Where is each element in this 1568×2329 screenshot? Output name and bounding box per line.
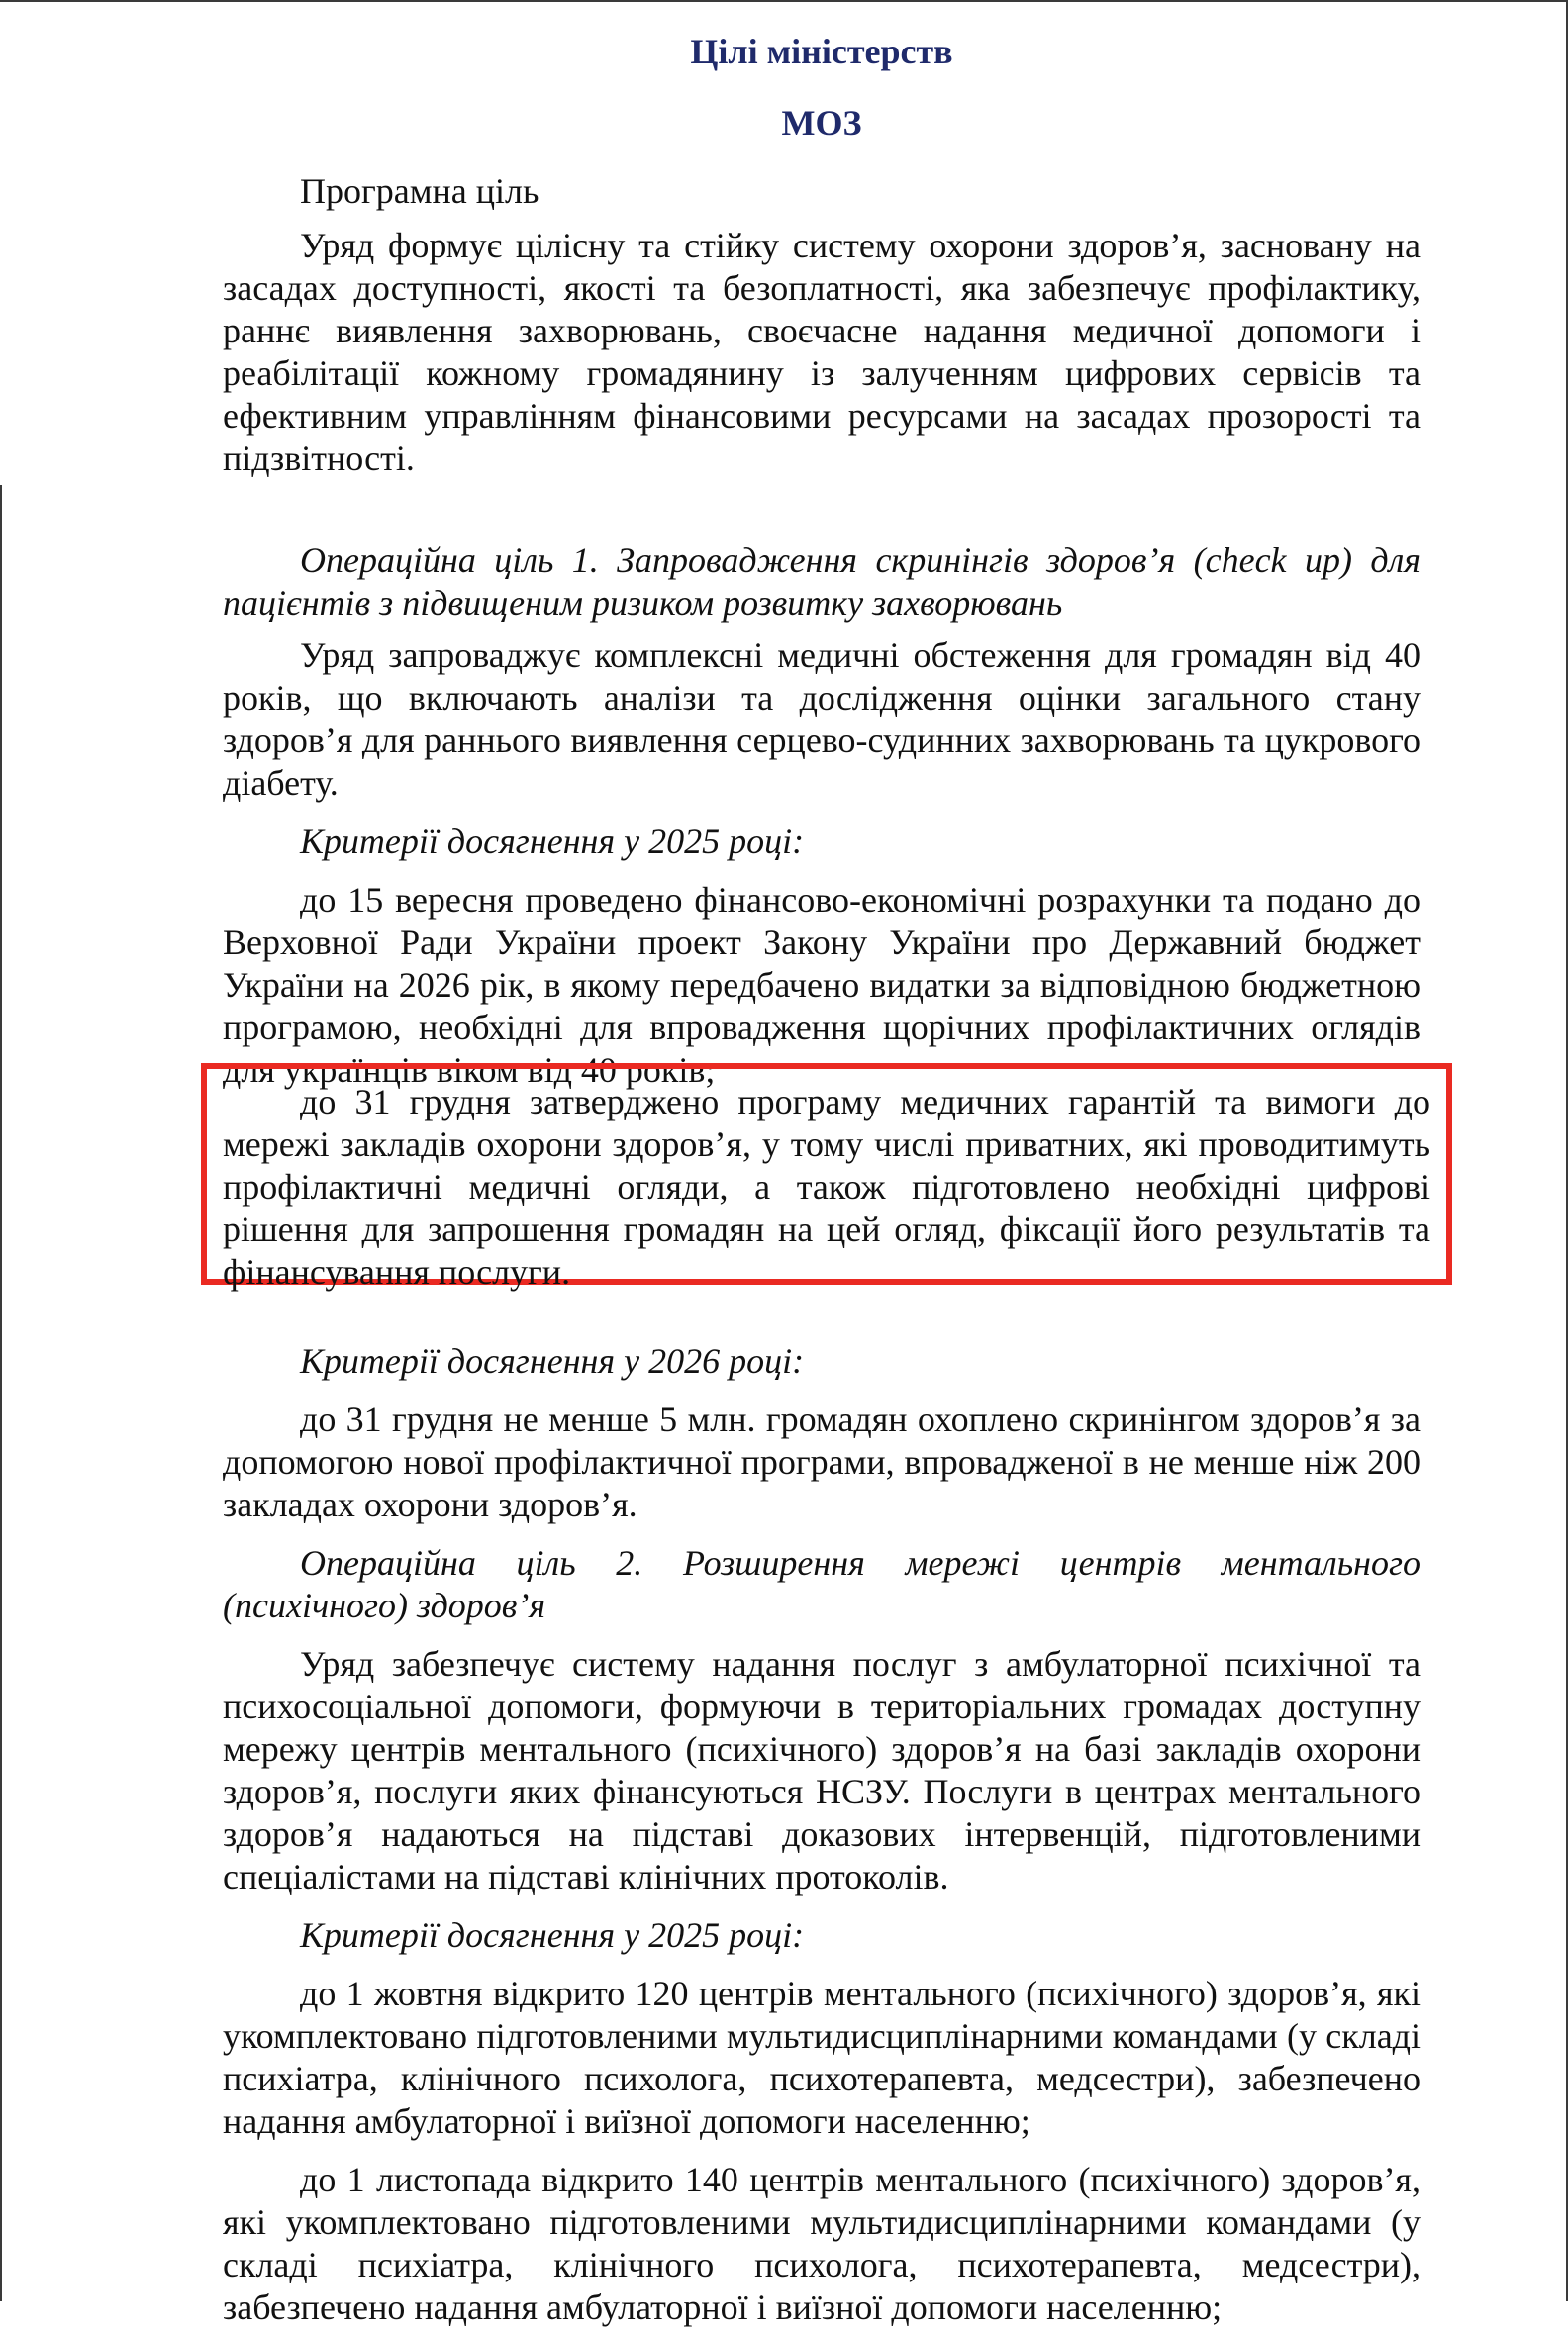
program-goal-label: Програмна ціль (300, 171, 539, 211)
page-border-left (0, 485, 2, 2301)
goal1-criteria-2025-label: Критерії досягнення у 2025 році: (300, 822, 805, 861)
highlight-box (201, 1063, 1452, 1292)
goal2-criteria-2025-item2: до 1 листопада відкрито 140 центрів ментального (психічного) здоров’я, які укомплектовано підготовленими мультидисциплінарними командами (у складі психіатра, клінічного психолога, психотерапевта, медсестри), забезпечено надання амбулаторної і виїзної допомоги населенню; (223, 2160, 1421, 2327)
goal2-text: Уряд забезпечує систему надання послуг з амбулаторної психічної та психосоціальної допомоги, формуючи в територіальних громадах доступну мережу центрів ментального (психічного) здоров’я на базі закладів охорони здоров’я, послуги яких фінансуються НСЗУ. Послуги в центрах ментального здоров’я надаються на підставі доказових інтервенцій, підготовленими спеціалістами на підставі клінічних протоколів. (223, 1644, 1421, 1896)
ministry-name: МОЗ (781, 103, 862, 143)
goal1-criteria-2026-item1: до 31 грудня не менше 5 млн. громадян охоплено скринінгом здоров’я за допомогою нової профілактичної програми, впровадженої в не менше ніж 200 закладах охорони здоров’я. (223, 1400, 1421, 1524)
goal2-criteria-2025-label: Критерії досягнення у 2025 році: (300, 1915, 805, 1955)
goal1-criteria-2026-label: Критерії досягнення у 2026 році: (300, 1341, 805, 1381)
program-goal-text: Уряд формує цілісну та стійку систему охорони здоров’я, засновану на засадах доступності, якості та безоплатності, яка забезпечує профілактику, раннє виявлення захворювань, своєчасне надання медичної допомоги і реабілітації кожному громадянину із залученням цифрових сервісів та ефективним управлінням фінансовими ресурсами на засадах прозорості та підзвітності. (223, 226, 1421, 478)
goal2-title: Операційна ціль 2. Розширення мережі центрів ментального (психічного) здоров’я (223, 1543, 1421, 1625)
page-border-top (0, 0, 1568, 2)
goal1-criteria-2025-item2: до 31 грудня затверджено програму медичних гарантій та вимоги до мережі закладів охорони здоров’я, у тому числі приватних, які проводитимуть профілактичні медичні огляди, а також підготовлено необхідні цифрові рішення для запрошення громадян на цей огляд, фіксації його результатів та фінансування послуги. (223, 1082, 1430, 1292)
document-title: Цілі міністерств (690, 32, 953, 71)
goal1-text: Уряд запроваджує комплексні медичні обстеження для громадян від 40 років, що включають аналізи та дослідження оцінки загального стану здоров’я для раннього виявлення серцево-судинних захворювань та цукрового діабету. (223, 635, 1421, 803)
goal2-criteria-2025-item1: до 1 жовтня відкрито 120 центрів ментального (психічного) здоров’я, які укомплектовано підготовленими мультидисциплінарними командами (у складі психіатра, клінічного психолога, психотерапевта, медсестри), забезпечено надання амбулаторної і виїзної допомоги населенню; (223, 1974, 1421, 2141)
goal1-title: Операційна ціль 1. Запровадження скринінгів здоров’я (check up) для пацієнтів з підвищеним ризиком розвитку захворювань (223, 540, 1421, 623)
goal1-criteria-2025-item1: до 15 вересня проведено фінансово-економічні розрахунки та подано до Верховної Ради України проект Закону України про Державний бюджет України на 2026 рік, в якому передбачено видатки за відповідною бюджетною програмою, необхідні для впровадження щорічних профілактичних оглядів для українців віком від 40 років; (223, 880, 1421, 1090)
